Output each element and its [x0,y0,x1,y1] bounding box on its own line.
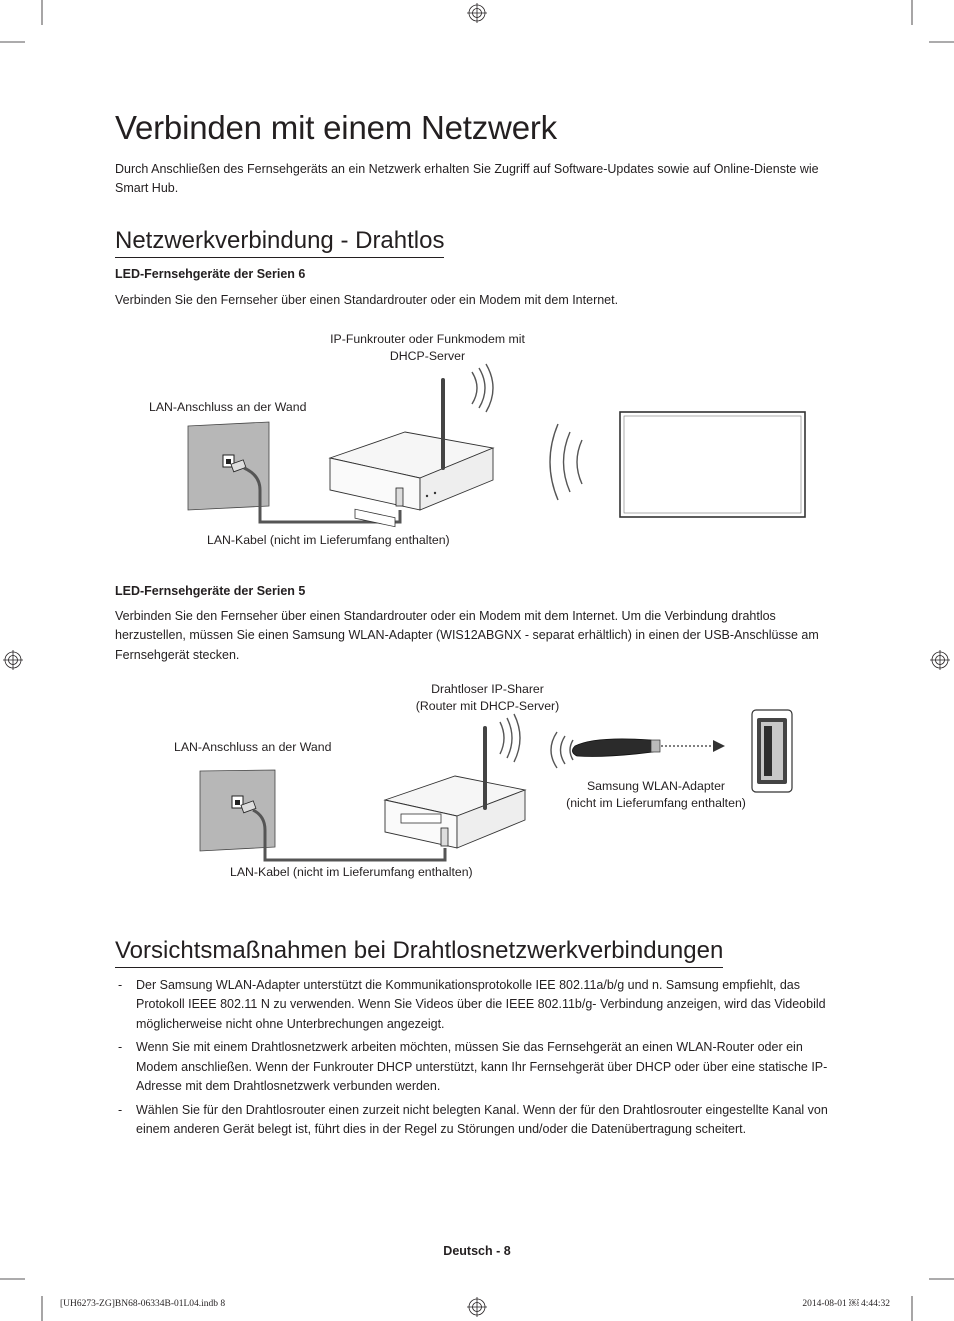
label-router-1: IP-Funkrouter oder Funkmodem mit DHCP-Server [330,332,525,363]
label-cable-1: LAN-Kabel (nicht im Lieferumfang enthalten) [207,533,450,547]
registration-mark-top [467,3,487,23]
registration-mark-right [930,650,950,670]
section-heading-wireless: Netzwerkverbindung - Drahtlos [115,226,444,258]
diagram-series5 [195,700,805,865]
section-heading-precautions: Vorsichtsmaßnahmen bei Drahtlosnetzwerkverbindungen [115,936,723,968]
registration-mark-left [3,650,23,670]
router-device [330,380,493,527]
page-footer: Deutsch - 8 [443,1244,511,1258]
page-title: Verbinden mit einem Netzwerk [115,109,557,146]
router-lan-plug [441,828,448,846]
adapter-wifi-waves [551,732,573,768]
label-adapter: Samsung WLAN-Adapter (nicht im Lieferumfang enthalten) [566,779,746,810]
label-wall-1: LAN-Anschluss an der Wand [149,400,307,414]
series6-subheading: LED-Fernsehgeräte der Serien 6 [115,267,306,281]
tv-screen [620,412,805,517]
tv-wifi-waves [550,424,582,500]
print-slug-left: [UH6273-ZG]BN68-06334B-01L04.indb 8 [60,1299,226,1309]
label-router-2: Drahtloser IP-Sharer (Router mit DHCP-Server) [415,682,560,713]
insert-arrow-head [713,740,725,752]
router-lan-plug [396,488,403,506]
label-cable-2: LAN-Kabel (nicht im Lieferumfang enthalten) [230,865,473,879]
tv-usb-port [752,710,792,792]
series5-text: Verbinden Sie den Fernseher über einen Standardrouter oder ein Modem mit dem Internet. Um die Verbindung drahtlos herzustellen, müssen Sie einen Samsung WLAN-Adapter (WIS12ABGNX - separat erhältlich) in einen der USB-Anschlüsse am Fernsehgerät stecken. [115,609,819,662]
diagram-series6 [180,360,820,530]
print-slug-right: 2014-08-01 ￼ 4:44:32 [802,1299,890,1309]
router-device [385,728,525,848]
list-item: - Wählen Sie für den Drahtlosrouter einen zurzeit nicht belegten Kanal. Wenn der für den Drahtlosrouter eingestellte Kanal von einem anderen Gerät belegt ist, führt dies in der Regel zu Störungen und/oder die Datenübertragung scheitert. [115,1101,840,1140]
series5-subheading: LED-Fernsehgeräte der Serien 5 [115,584,306,598]
intro-paragraph: Durch Anschließen des Fernsehgeräts an ein Netzwerk erhalten Sie Zugriff auf Software-Updates sowie auf Online-Dienste wie Smart Hub. [115,162,819,196]
wlan-adapter [572,739,660,757]
precautions-list [115,976,840,1144]
router-wifi-waves [472,364,493,412]
registration-mark-bottom [467,1297,487,1317]
series6-text: Verbinden Sie den Fernseher über einen Standardrouter oder ein Modem mit dem Internet. [115,293,619,307]
list-item: - Wenn Sie mit einem Drahtlosnetzwerk arbeiten möchten, müssen Sie das Fernsehgerät an einen WLAN-Router oder ein Modem anschließen. Wenn der Funkrouter DHCP unterstützt, kann Ihr Fernsehgerät über DHCP oder über eine statische IP-Adresse mit dem Drahtlosnetzwerk verbunden werden. [115,1038,840,1096]
list-item: - Der Samsung WLAN-Adapter unterstützt die Kommunikationsprotokolle IEE 802.11a/b/g und n. Samsung empfiehlt, das Protokoll IEEE 802.11 N zu verwenden. Wenn Sie Videos über die IEEE 802.11b/g- Verbindung anzeigen, wird das Videobild möglicherweise nicht ohne Unterbrechungen angezeigt. [115,976,840,1034]
router-wifi-waves [500,714,520,762]
label-wall-2: LAN-Anschluss an der Wand [174,740,332,754]
